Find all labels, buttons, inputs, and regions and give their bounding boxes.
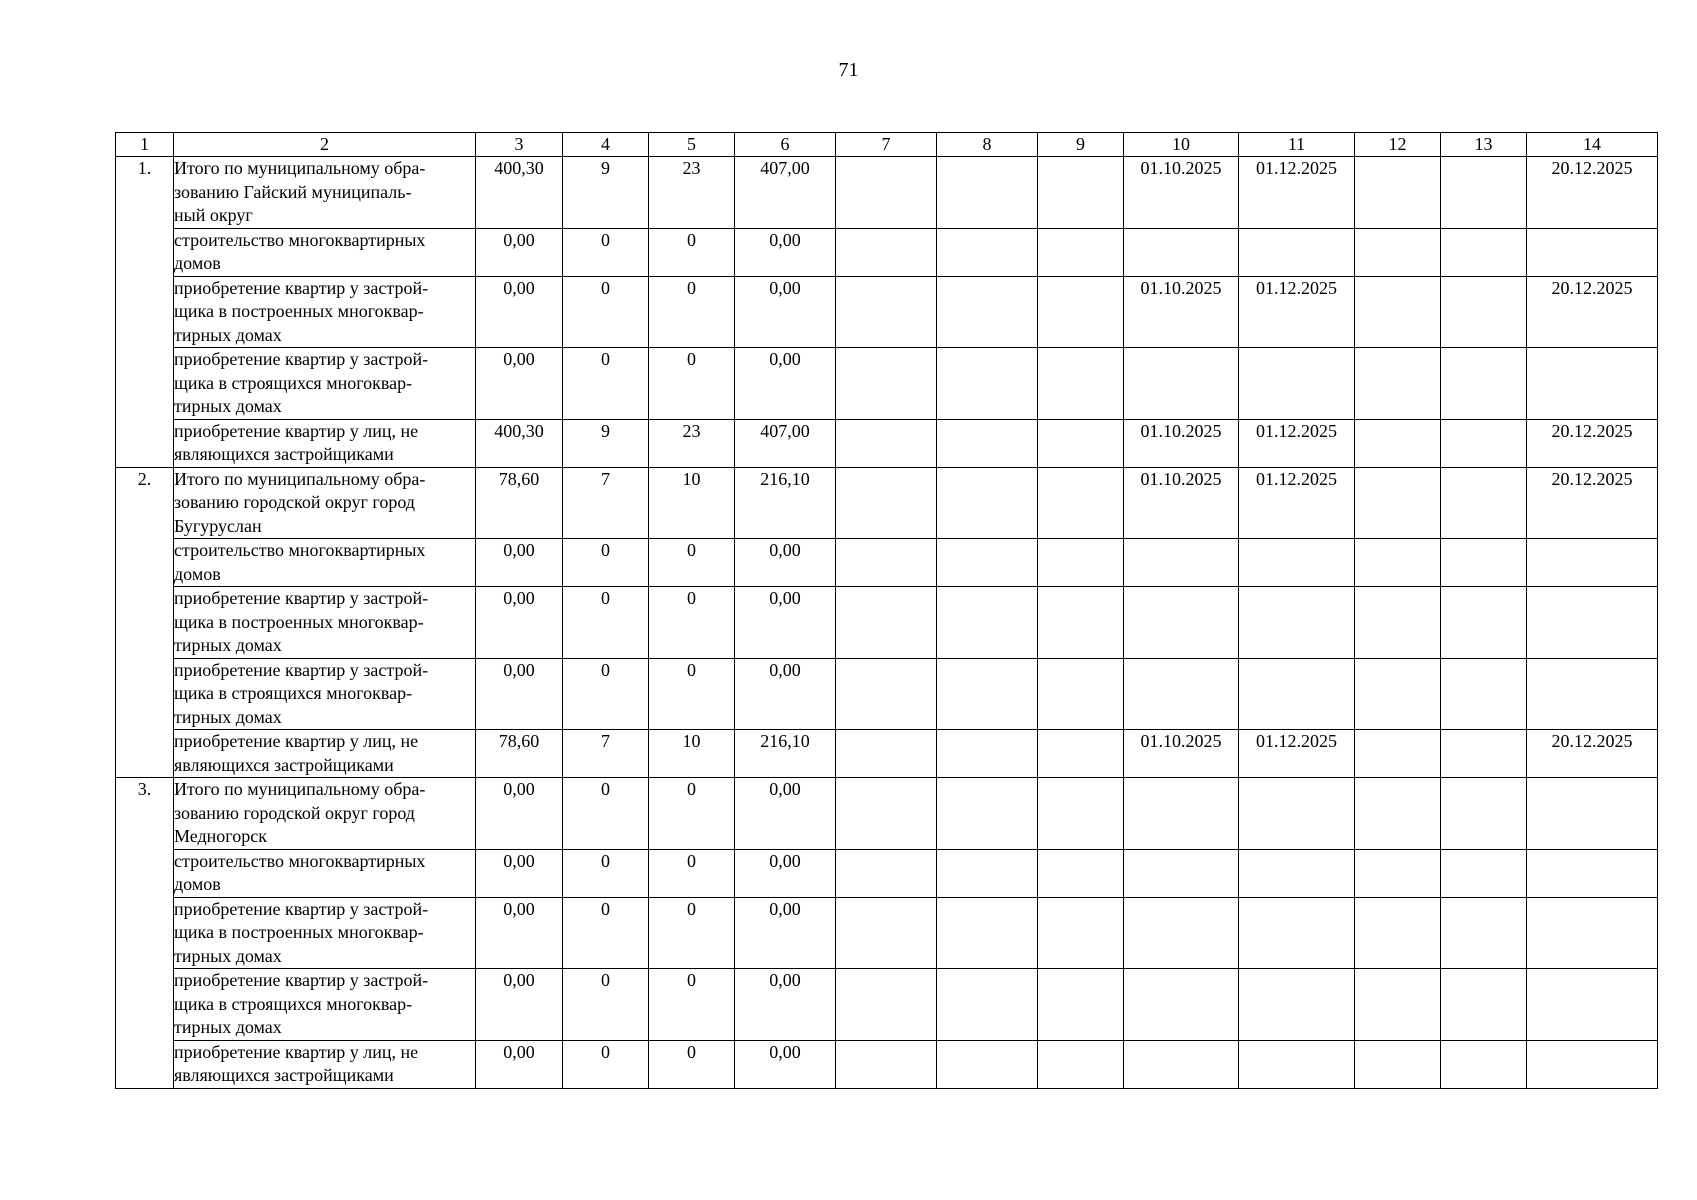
table-row: [116, 897, 1658, 969]
data-table: [115, 132, 1658, 1089]
table-row: [116, 969, 1658, 1041]
cell-col-8: [937, 539, 1038, 587]
cell-col-5: 0: [649, 658, 735, 730]
cell-col-6: 0,00: [735, 539, 836, 587]
cell-col-14: 20.12.2025: [1527, 276, 1658, 348]
cell-col-7: [836, 419, 937, 467]
description-line: тирных домах: [174, 706, 282, 727]
cell-col-14: [1527, 897, 1658, 969]
row-description: [174, 276, 476, 348]
cell-col-9: [1038, 419, 1124, 467]
cell-col-8: [937, 228, 1038, 276]
cell-col-7: [836, 587, 937, 659]
cell-col-14: [1527, 778, 1658, 850]
cell-col-3: 0,00: [476, 1040, 563, 1088]
cell-col-8: [937, 276, 1038, 348]
description-line: являющихся застройщиками: [174, 444, 394, 464]
cell-col-3: 400,30: [476, 419, 563, 467]
cell-col-12: [1355, 539, 1441, 587]
row-description: [174, 730, 476, 778]
cell-col-10: 01.10.2025: [1124, 467, 1239, 539]
cell-col-12: [1355, 348, 1441, 420]
cell-col-3: 0,00: [476, 587, 563, 659]
header-cell: 4: [563, 133, 649, 157]
description-line: строительство многоквартирных: [174, 850, 426, 871]
cell-col-11: [1239, 348, 1355, 420]
cell-col-4: 0: [563, 897, 649, 969]
header-cell: 9: [1038, 133, 1124, 157]
cell-col-12: [1355, 467, 1441, 539]
row-number: 2.: [116, 467, 174, 778]
header-cell: 3: [476, 133, 563, 157]
cell-col-10: 01.10.2025: [1124, 157, 1239, 229]
table-row: [116, 348, 1658, 420]
cell-col-10: 01.10.2025: [1124, 730, 1239, 778]
cell-col-13: [1441, 276, 1527, 348]
cell-col-9: [1038, 778, 1124, 850]
cell-col-14: 20.12.2025: [1527, 467, 1658, 539]
cell-col-6: 0,00: [735, 658, 836, 730]
cell-col-6: 0,00: [735, 1040, 836, 1088]
cell-col-3: 0,00: [476, 276, 563, 348]
cell-col-11: [1239, 228, 1355, 276]
cell-col-11: [1239, 539, 1355, 587]
cell-col-12: [1355, 1040, 1441, 1088]
cell-col-11: 01.12.2025: [1239, 730, 1355, 778]
cell-col-9: [1038, 467, 1124, 539]
cell-col-3: 0,00: [476, 849, 563, 897]
cell-col-14: [1527, 228, 1658, 276]
description-line: домов: [174, 874, 221, 894]
row-description: [174, 849, 476, 897]
cell-col-7: [836, 467, 937, 539]
cell-col-7: [836, 969, 937, 1041]
header-cell: 7: [836, 133, 937, 157]
description-line: зованию Гайский муниципаль-: [174, 181, 412, 202]
cell-col-12: [1355, 276, 1441, 348]
cell-col-6: 407,00: [735, 419, 836, 467]
cell-col-5: 0: [649, 539, 735, 587]
cell-col-13: [1441, 228, 1527, 276]
description-line: приобретение квартир у застрой-: [174, 349, 429, 369]
cell-col-11: [1239, 897, 1355, 969]
cell-col-5: 0: [649, 849, 735, 897]
cell-col-9: [1038, 849, 1124, 897]
cell-col-11: 01.12.2025: [1239, 419, 1355, 467]
cell-col-8: [937, 1040, 1038, 1088]
cell-col-13: [1441, 658, 1527, 730]
cell-col-8: [937, 778, 1038, 850]
cell-col-4: 7: [563, 730, 649, 778]
description-line: являющихся застройщиками: [174, 754, 394, 775]
row-description: [174, 348, 476, 420]
header-cell: 5: [649, 133, 735, 157]
cell-col-12: [1355, 849, 1441, 897]
cell-col-3: 78,60: [476, 467, 563, 539]
cell-col-3: 400,30: [476, 157, 563, 229]
cell-col-4: 0: [563, 228, 649, 276]
description-line: тирных домах: [174, 1017, 282, 1037]
row-number: 1.: [116, 157, 174, 468]
header-cell: 14: [1527, 133, 1658, 157]
description-line: строительство многоквартирных: [174, 229, 426, 250]
row-description: [174, 658, 476, 730]
description-line: ный округ: [174, 205, 253, 225]
description-line: приобретение квартир у застрой-: [174, 970, 429, 990]
cell-col-7: [836, 539, 937, 587]
cell-col-5: 0: [649, 228, 735, 276]
table-row: [116, 539, 1658, 587]
header-cell: 8: [937, 133, 1038, 157]
cell-col-12: [1355, 419, 1441, 467]
cell-col-5: 10: [649, 730, 735, 778]
cell-col-12: [1355, 587, 1441, 659]
cell-col-5: 0: [649, 276, 735, 348]
header-cell: 1: [116, 133, 174, 157]
description-line: тирных домах: [174, 635, 282, 655]
cell-col-10: [1124, 658, 1239, 730]
header-cell: 12: [1355, 133, 1441, 157]
row-description: [174, 467, 476, 539]
cell-col-4: 9: [563, 157, 649, 229]
cell-col-4: 9: [563, 419, 649, 467]
cell-col-9: [1038, 539, 1124, 587]
header-cell: 11: [1239, 133, 1355, 157]
description-line: тирных домах: [174, 324, 282, 345]
cell-col-14: 20.12.2025: [1527, 419, 1658, 467]
cell-col-9: [1038, 1040, 1124, 1088]
cell-col-8: [937, 348, 1038, 420]
cell-col-5: 23: [649, 157, 735, 229]
cell-col-10: 01.10.2025: [1124, 276, 1239, 348]
description-line: домов: [174, 563, 221, 584]
cell-col-5: 0: [649, 1040, 735, 1088]
cell-col-11: 01.12.2025: [1239, 157, 1355, 229]
description-line: Бугуруслан: [174, 515, 262, 536]
cell-col-6: 216,10: [735, 467, 836, 539]
cell-col-12: [1355, 897, 1441, 969]
description-line: приобретение квартир у застрой-: [174, 659, 429, 680]
cell-col-9: [1038, 730, 1124, 778]
header-row: [116, 133, 1658, 157]
cell-col-4: 7: [563, 467, 649, 539]
table-row: [116, 778, 1658, 850]
description-line: домов: [174, 253, 221, 273]
cell-col-7: [836, 157, 937, 229]
cell-col-6: 216,10: [735, 730, 836, 778]
table-row: [116, 467, 1658, 539]
cell-col-13: [1441, 897, 1527, 969]
description-line: Итого по муниципальному обра-: [174, 158, 426, 178]
cell-col-9: [1038, 897, 1124, 969]
cell-col-10: [1124, 348, 1239, 420]
cell-col-14: 20.12.2025: [1527, 730, 1658, 778]
cell-col-7: [836, 897, 937, 969]
cell-col-4: 0: [563, 348, 649, 420]
row-description: [174, 228, 476, 276]
cell-col-14: [1527, 1040, 1658, 1088]
row-number: 3.: [116, 778, 174, 1089]
cell-col-7: [836, 658, 937, 730]
cell-col-4: 0: [563, 849, 649, 897]
table-row: [116, 228, 1658, 276]
cell-col-12: [1355, 969, 1441, 1041]
cell-col-10: [1124, 539, 1239, 587]
cell-col-6: 0,00: [735, 348, 836, 420]
table-row: [116, 419, 1658, 467]
cell-col-13: [1441, 1040, 1527, 1088]
cell-col-6: 0,00: [735, 849, 836, 897]
cell-col-11: 01.12.2025: [1239, 467, 1355, 539]
cell-col-12: [1355, 157, 1441, 229]
header-cell: 2: [174, 133, 476, 157]
cell-col-3: 0,00: [476, 778, 563, 850]
cell-col-10: 01.10.2025: [1124, 419, 1239, 467]
cell-col-11: [1239, 658, 1355, 730]
table-row: [116, 730, 1658, 778]
cell-col-8: [937, 849, 1038, 897]
cell-col-4: 0: [563, 587, 649, 659]
cell-col-5: 0: [649, 778, 735, 850]
cell-col-14: [1527, 849, 1658, 897]
cell-col-8: [937, 730, 1038, 778]
cell-col-5: 23: [649, 419, 735, 467]
cell-col-10: [1124, 969, 1239, 1041]
cell-col-13: [1441, 419, 1527, 467]
row-description: [174, 969, 476, 1041]
description-line: зованию городской округ город: [174, 492, 415, 512]
description-line: приобретение квартир у лиц, не: [174, 1041, 419, 1062]
table-row: [116, 1040, 1658, 1088]
cell-col-7: [836, 849, 937, 897]
cell-col-14: [1527, 539, 1658, 587]
cell-col-12: [1355, 228, 1441, 276]
cell-col-9: [1038, 348, 1124, 420]
cell-col-10: [1124, 778, 1239, 850]
cell-col-14: [1527, 969, 1658, 1041]
description-line: строительство многоквартирных: [174, 540, 426, 560]
cell-col-3: 0,00: [476, 348, 563, 420]
cell-col-4: 0: [563, 539, 649, 587]
cell-col-14: [1527, 658, 1658, 730]
cell-col-3: 78,60: [476, 730, 563, 778]
cell-col-7: [836, 778, 937, 850]
description-line: тирных домах: [174, 396, 282, 416]
description-line: приобретение квартир у застрой-: [174, 277, 429, 298]
cell-col-12: [1355, 658, 1441, 730]
cell-col-9: [1038, 969, 1124, 1041]
cell-col-13: [1441, 467, 1527, 539]
cell-col-8: [937, 897, 1038, 969]
row-description: [174, 778, 476, 850]
cell-col-13: [1441, 730, 1527, 778]
table-row: [116, 587, 1658, 659]
row-description: [174, 1040, 476, 1088]
cell-col-8: [937, 157, 1038, 229]
row-description: [174, 539, 476, 587]
cell-col-8: [937, 587, 1038, 659]
cell-col-5: 10: [649, 467, 735, 539]
cell-col-9: [1038, 658, 1124, 730]
cell-col-14: [1527, 587, 1658, 659]
cell-col-6: 0,00: [735, 587, 836, 659]
cell-col-10: [1124, 587, 1239, 659]
cell-col-9: [1038, 587, 1124, 659]
cell-col-7: [836, 1040, 937, 1088]
cell-col-10: [1124, 897, 1239, 969]
cell-col-11: [1239, 1040, 1355, 1088]
header-cell: 6: [735, 133, 836, 157]
description-line: щика в построенных многоквар-: [174, 301, 424, 321]
cell-col-12: [1355, 778, 1441, 850]
cell-col-4: 0: [563, 969, 649, 1041]
cell-col-6: 0,00: [735, 276, 836, 348]
cell-col-13: [1441, 778, 1527, 850]
cell-col-3: 0,00: [476, 897, 563, 969]
cell-col-13: [1441, 849, 1527, 897]
cell-col-13: [1441, 348, 1527, 420]
description-line: щика в построенных многоквар-: [174, 611, 424, 632]
cell-col-6: 0,00: [735, 228, 836, 276]
cell-col-9: [1038, 276, 1124, 348]
cell-col-12: [1355, 730, 1441, 778]
cell-col-13: [1441, 587, 1527, 659]
cell-col-13: [1441, 539, 1527, 587]
cell-col-3: 0,00: [476, 228, 563, 276]
cell-col-8: [937, 467, 1038, 539]
table-row: [116, 276, 1658, 348]
cell-col-8: [937, 658, 1038, 730]
table-row: [116, 849, 1658, 897]
cell-col-10: [1124, 1040, 1239, 1088]
cell-col-3: 0,00: [476, 969, 563, 1041]
cell-col-7: [836, 730, 937, 778]
description-line: зованию городской округ город: [174, 802, 415, 823]
header-cell: 13: [1441, 133, 1527, 157]
description-line: приобретение квартир у застрой-: [174, 898, 429, 919]
row-description: [174, 157, 476, 229]
description-line: Итого по муниципальному обра-: [174, 468, 426, 489]
cell-col-7: [836, 276, 937, 348]
cell-col-14: [1527, 348, 1658, 420]
cell-col-11: [1239, 778, 1355, 850]
cell-col-4: 0: [563, 276, 649, 348]
table-row: [116, 157, 1658, 229]
description-line: приобретение квартир у лиц, не: [174, 420, 419, 441]
cell-col-6: 0,00: [735, 897, 836, 969]
cell-col-7: [836, 228, 937, 276]
cell-col-5: 0: [649, 587, 735, 659]
cell-col-13: [1441, 157, 1527, 229]
cell-col-6: 0,00: [735, 969, 836, 1041]
cell-col-4: 0: [563, 1040, 649, 1088]
cell-col-9: [1038, 157, 1124, 229]
cell-col-8: [937, 969, 1038, 1041]
description-line: щика в строящихся многоквар-: [174, 372, 413, 393]
cell-col-10: [1124, 228, 1239, 276]
description-line: приобретение квартир у застрой-: [174, 588, 429, 608]
row-description: [174, 419, 476, 467]
table-row: [116, 658, 1658, 730]
description-line: являющихся застройщиками: [174, 1065, 394, 1085]
cell-col-5: 0: [649, 348, 735, 420]
header-cell: 10: [1124, 133, 1239, 157]
cell-col-6: 0,00: [735, 778, 836, 850]
description-line: приобретение квартир у лиц, не: [174, 731, 419, 751]
cell-col-6: 407,00: [735, 157, 836, 229]
cell-col-4: 0: [563, 778, 649, 850]
cell-col-14: 20.12.2025: [1527, 157, 1658, 229]
cell-col-5: 0: [649, 969, 735, 1041]
cell-col-5: 0: [649, 897, 735, 969]
description-line: Итого по муниципальному обра-: [174, 779, 426, 799]
row-description: [174, 587, 476, 659]
page-number: 71: [838, 59, 859, 81]
cell-col-9: [1038, 228, 1124, 276]
description-line: щика в построенных многоквар-: [174, 922, 424, 942]
cell-col-8: [937, 419, 1038, 467]
cell-col-10: [1124, 849, 1239, 897]
cell-col-11: 01.12.2025: [1239, 276, 1355, 348]
cell-col-4: 0: [563, 658, 649, 730]
description-line: тирных домах: [174, 945, 282, 966]
cell-col-11: [1239, 587, 1355, 659]
cell-col-3: 0,00: [476, 539, 563, 587]
cell-col-3: 0,00: [476, 658, 563, 730]
cell-col-13: [1441, 969, 1527, 1041]
description-line: щика в строящихся многоквар-: [174, 993, 413, 1014]
description-line: щика в строящихся многоквар-: [174, 683, 413, 703]
row-description: [174, 897, 476, 969]
cell-col-11: [1239, 969, 1355, 1041]
cell-col-7: [836, 348, 937, 420]
table-body: [116, 157, 1658, 1089]
cell-col-11: [1239, 849, 1355, 897]
description-line: Медногорск: [174, 826, 267, 846]
